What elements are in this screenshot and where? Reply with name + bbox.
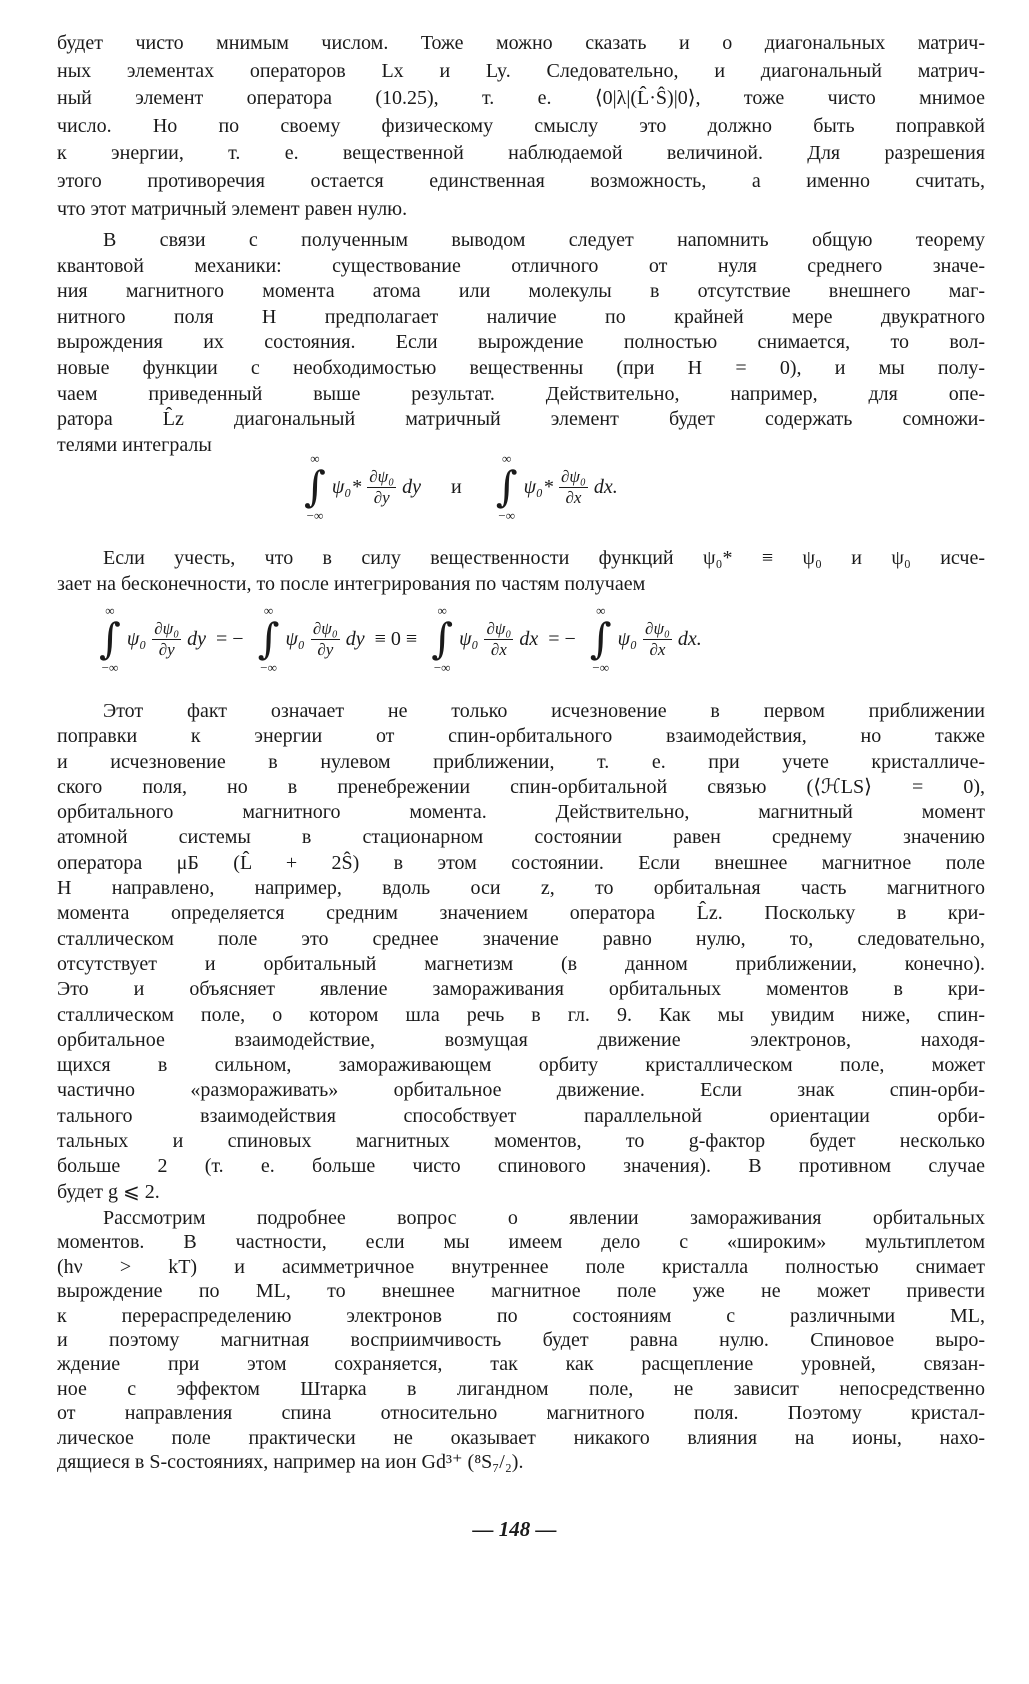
- upper-limit: ∞: [310, 451, 320, 466]
- denominator: ∂x: [490, 639, 507, 659]
- text-line: ния магнитного момента атома или молекулы в отсутствие внешнего маг-: [57, 280, 985, 303]
- integral-sign: [99, 604, 121, 674]
- integral-icon: ∫: [495, 462, 518, 511]
- factor: ψ₀*: [331, 475, 362, 498]
- numerator: ∂ψ₀: [486, 618, 512, 638]
- text-line: ное с эффектом Штарка в лигандном поле, не зависит непосредственно: [57, 1377, 985, 1400]
- text-line: от направления спина относительно магнитного поля. Поэтому кристал-: [57, 1402, 985, 1425]
- text-line: и исчезновение в нулевом приближении, т. е. при учете кристалличе-: [57, 750, 985, 773]
- lower-limit: −∞: [498, 508, 515, 523]
- fraction: [152, 619, 181, 660]
- paragraph-4: [57, 699, 985, 1205]
- differential: dy: [345, 627, 365, 650]
- text-line: будет g ⩽ 2.: [57, 1180, 160, 1203]
- text-line: тального взаимодействия способствует параллельной ориентации орби-: [57, 1104, 985, 1127]
- text-line: частично «размораживать» орбитальное движение. Если знак спин-орби-: [57, 1079, 985, 1102]
- text-line: поправки к энергии от спин-орбитального взаимодействия, но также: [57, 725, 985, 748]
- paragraph-5: [57, 1206, 985, 1474]
- numerator: ∂ψ₀: [312, 618, 338, 638]
- denominator: ∂y: [373, 487, 390, 507]
- text-line: чаем приведенный выше результат. Действительно, например, для опе-: [57, 382, 985, 405]
- text-line: вырождения их состояния. Если вырождение полностью снимается, то вол-: [57, 331, 985, 354]
- numerator: ∂ψ₀: [369, 466, 395, 486]
- integral-sign: [431, 604, 453, 674]
- text-line: ждение при этом сохраняется, так как расщепление уровней, связан-: [57, 1353, 985, 1376]
- text-line: этого противоречия остается единственная возможность, а именно считать,: [57, 169, 985, 192]
- integral-sign: [304, 452, 326, 522]
- formula-integrals-pair: [300, 452, 618, 522]
- text-line: к перераспределению электронов по состояниям с различными ML,: [57, 1304, 985, 1327]
- text-line: нитного поля H предполагает наличие по крайней мере двукратного: [57, 305, 985, 328]
- integral-sign: [590, 604, 612, 674]
- text-line: больше 2 (т. е. больше чисто спинового значения). В противном случае: [57, 1155, 985, 1178]
- lower-limit: −∞: [433, 660, 451, 675]
- text-line: оператора μБ (L̂ + 2Ŝ) в этом состоянии. Если внешнее магнитное поле: [57, 851, 985, 874]
- differential: dy: [187, 627, 207, 650]
- differential: dx.: [677, 627, 702, 650]
- page-number: — 148 —: [472, 1517, 557, 1541]
- text-line: число. Но по своему физическому смыслу это должно быть поправкой: [57, 114, 985, 137]
- factor: ψ₀: [126, 627, 147, 650]
- denominator: ∂x: [565, 487, 582, 507]
- text-line: лическое поле практически не оказывает никакого влияния на ионы, нахо-: [57, 1426, 985, 1449]
- text-line: сталлическом поле это среднее значение равно нулю, то, следовательно,: [57, 927, 985, 950]
- differential: dy: [402, 475, 422, 498]
- text-line: моментов. В частности, если мы имеем дело с «широким» мультиплетом: [57, 1231, 985, 1254]
- text-line: дящиеся в S-состояниях, например на ион Gd³⁺ (⁸S₇/₂).: [57, 1450, 524, 1473]
- text-line: ных элементах операторов Lx и Ly. Следовательно, и диагональный матрич-: [57, 59, 985, 82]
- text-line: орбитальное взаимодействие, возмущая движение электронов, находя-: [57, 1028, 985, 1051]
- factor: ψ₀*: [523, 475, 553, 498]
- denominator: ∂y: [317, 639, 334, 659]
- differential: dx.: [593, 475, 618, 498]
- upper-limit: ∞: [437, 603, 447, 618]
- operator: = −: [548, 627, 576, 650]
- text-line: H направлено, например, вдоль оси z, то орбитальная часть магнитного: [57, 877, 985, 900]
- fraction: [643, 619, 672, 660]
- lower-limit: −∞: [101, 660, 119, 675]
- paragraph-2: [57, 228, 985, 458]
- text-line: Это и объясняет явление замораживания орбитальных моментов в кри-: [57, 978, 985, 1001]
- text-line: сталлическом поле, о котором шла речь в гл. 9. Как мы увидим ниже, спин-: [57, 1003, 985, 1026]
- paragraph-3: [57, 545, 985, 597]
- text-line: вырождение по ML, то внешнее магнитное поле уже не может привести: [57, 1280, 985, 1303]
- text-line: Рассмотрим подробнее вопрос о явлении замораживания орбитальных: [103, 1207, 985, 1229]
- numerator: ∂ψ₀: [561, 466, 586, 486]
- text-line: к энергии, т. е. вещественной наблюдаемой величиной. Для разрешения: [57, 142, 985, 165]
- text-line: ратора L̂z диагональный матричный элемент будет содержать сомножи-: [57, 408, 985, 431]
- fraction: [311, 619, 340, 660]
- text-line: щихся в сильном, замораживающем орбиту кристаллическом поле, может: [57, 1054, 985, 1077]
- operator: ≡ 0 ≡: [374, 627, 418, 650]
- text-line: зает на бесконечности, то после интегрирования по частям получаем: [57, 573, 646, 595]
- text-line: телями интегралы: [57, 433, 212, 456]
- factor: ψ₀: [459, 627, 479, 650]
- fraction: [367, 467, 396, 508]
- text-line: Если учесть, что в силу вещественности функций ψ₀* ≡ ψ₀ и ψ₀ исче-: [103, 547, 985, 569]
- text-line: тальных и спиновых магнитных моментов, то g-фактор будет несколько: [57, 1130, 985, 1153]
- text-line: ского поля, но в пренебрежении спин-орбитальной связью (⟨ℋLS⟩ = 0),: [57, 775, 985, 798]
- text-line: что этот матричный элемент равен нулю.: [57, 197, 408, 220]
- upper-limit: ∞: [502, 451, 512, 466]
- integral-icon: ∫: [589, 614, 612, 663]
- text-line: будет чисто мнимым числом. Тоже можно сказать и о диагональных матрич-: [57, 32, 985, 54]
- text-line: отсутствует и орбитальный магнетизм (в данном приближении, конечно).: [57, 952, 985, 975]
- lower-limit: −∞: [306, 508, 324, 523]
- upper-limit: ∞: [263, 603, 274, 618]
- integral-icon: ∫: [431, 614, 454, 663]
- upper-limit: ∞: [105, 603, 115, 618]
- text-line: момента определяется средним значением оператора L̂z. Поскольку в кри-: [57, 902, 985, 925]
- factor: ψ₀: [617, 627, 638, 650]
- paragraph-1: [57, 30, 985, 223]
- text-line: квантовой механики: существование отличного от нуля среднего значе-: [57, 254, 985, 277]
- integral-sign: [496, 452, 518, 522]
- text-line: (hν > kT) и асимметричное внутреннее поле кристалла полностью снимает: [57, 1255, 985, 1278]
- lower-limit: −∞: [592, 660, 610, 675]
- text-line: ный элемент оператора (10.25), т. е. ⟨0|λ|(L̂·Ŝ)|0⟩, тоже чисто мнимое: [57, 87, 985, 110]
- denominator: ∂x: [649, 639, 666, 659]
- factor: ψ₀: [285, 627, 305, 650]
- integral-icon: ∫: [304, 462, 326, 511]
- text-line: атомной системы в стационарном состоянии равен среднему значению: [57, 826, 985, 849]
- text-line: и поэтому магнитная восприимчивость будет равна нулю. Спиновое выро-: [57, 1328, 985, 1351]
- conjunction: и: [451, 475, 462, 498]
- lower-limit: −∞: [260, 660, 277, 675]
- differential: dx: [519, 627, 539, 650]
- integral-sign: [258, 604, 280, 674]
- fraction: [484, 619, 513, 660]
- text-line: Этот факт означает не только исчезновение в первом приближении: [103, 700, 985, 722]
- numerator: ∂ψ₀: [645, 618, 670, 638]
- fraction: [559, 467, 588, 508]
- integral-icon: ∫: [99, 614, 121, 663]
- text-line: В связи с полученным выводом следует напомнить общую теорему: [103, 229, 985, 251]
- integral-icon: ∫: [257, 614, 280, 663]
- formula-integration-by-parts: [95, 604, 702, 674]
- denominator: ∂y: [158, 639, 175, 659]
- numerator: ∂ψ₀: [154, 618, 180, 638]
- text-line: новые функции с необходимостью вещественны (при H = 0), и мы полу-: [57, 356, 985, 379]
- operator: = −: [216, 627, 244, 650]
- upper-limit: ∞: [596, 603, 606, 618]
- text-line: орбитального магнитного момента. Действительно, магнитный момент: [57, 801, 985, 824]
